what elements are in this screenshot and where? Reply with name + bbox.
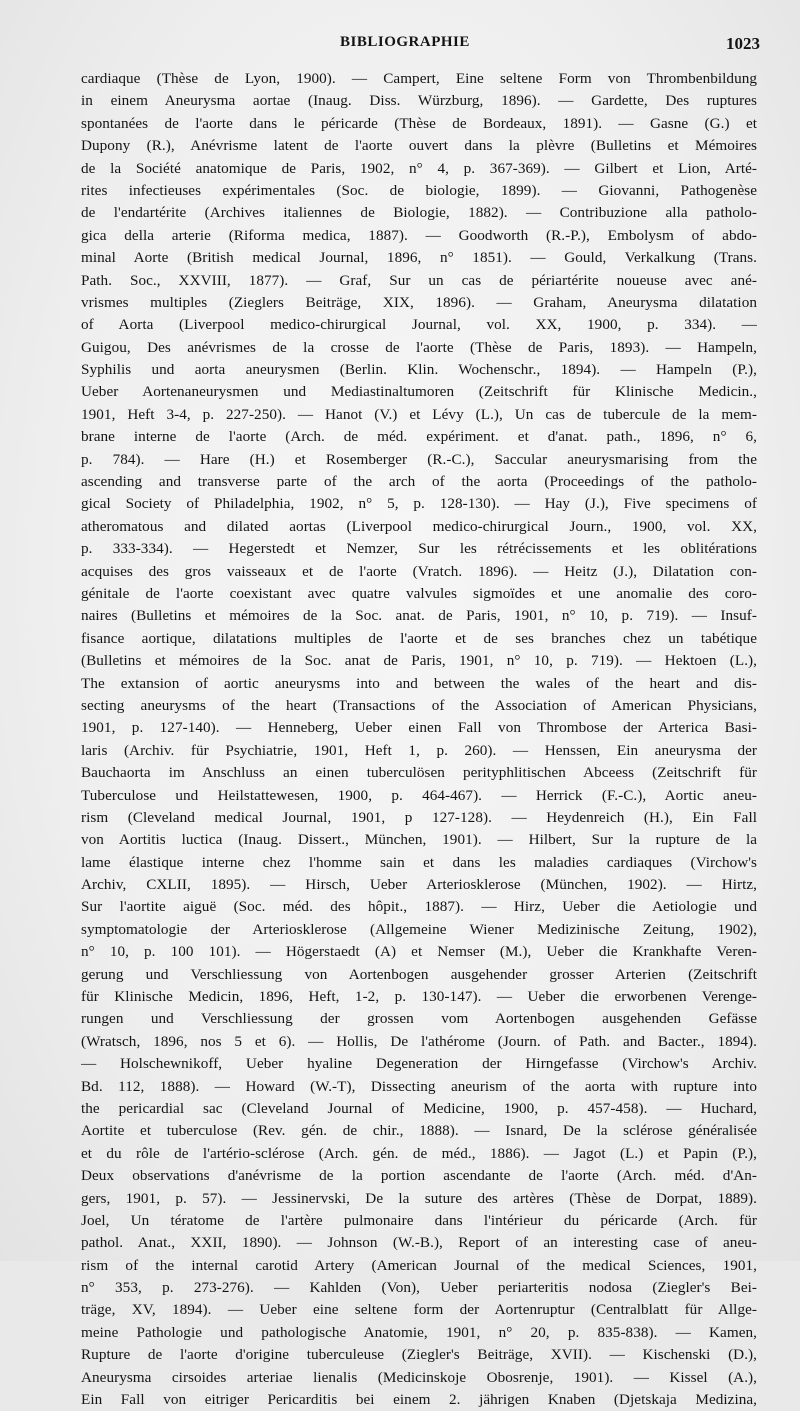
text-line: (Wratsch, 1896, nos 5 et 6). — Hollis, De l'athérome (Journ. of Path. and Bacter., 1894). <box>81 1032 757 1050</box>
text-line: Archiv, CXLII, 1895). — Hirsch, Ueber Arteriosklerose (München, 1902). — Hirtz, <box>81 876 757 894</box>
text-line: Aortite et tuberculose (Rev. gén. de chir., 1888). — Isnard, De la sclérose généralisée <box>81 1122 757 1140</box>
text-line: gerung und Verschliessung von Aortenbogen ausgehender grosser Arterien (Zeitschrift <box>81 965 757 983</box>
text-line: 1901, p. 127-140). — Henneberg, Ueber einen Fall von Thrombose der Arterica Basi- <box>81 719 757 737</box>
text-line: vrismes multiples (Zieglers Beiträge, XIX, 1896). — Graham, Aneurysma dilatation <box>81 293 757 311</box>
text-line: de l'endartérite (Archives italiennes de Biologie, 1882). — Contribuzione alla patholo- <box>81 204 757 222</box>
running-header <box>0 34 800 56</box>
text-line: secting aneurysms of the heart (Transactions of the Association of American Physicians, <box>81 696 757 714</box>
text-line: 1901, Heft 3-4, p. 227-250). — Hanot (V.) et Lévy (L.), Un cas de tubercule de la mem- <box>81 405 757 423</box>
text-line: et du rôle de l'artério-sclérose (Arch. gén. de méd., 1886). — Jagot (L.) et Papin (P.), <box>81 1144 757 1162</box>
text-line: — Holschewnikoff, Ueber hyaline Degeneration der Hirngefasse (Virchow's Archiv. <box>81 1055 757 1073</box>
text-line: gica della arterie (Riforma medica, 1887). — Goodworth (R.-P.), Embolysm of abdo- <box>81 226 757 244</box>
text-line: Guigou, Des anévrismes de la crosse de l'aorte (Thèse de Paris, 1893). — Hampeln, <box>81 338 757 356</box>
text-line: Sur l'aortite aiguë (Soc. méd. des hôpit., 1887). — Hirz, Ueber die Aetiologie und <box>81 898 757 916</box>
text-line: naires (Bulletins et mémoires de la Soc. anat. de Paris, 1901, n° 10, p. 719). — Insuf- <box>81 607 757 625</box>
text-line: the pericardial sac (Cleveland Journal of Medicine, 1900, p. 457-458). — Huchard, <box>81 1099 757 1117</box>
text-line: fisance aortique, dilatations multiples de l'aorte et de ses branches chez un tabétique <box>81 629 757 647</box>
text-line: Bd. 112, 1888). — Howard (W.-T), Dissecting aneurism of the aorta with rupture into <box>81 1077 757 1095</box>
text-line: n° 10, p. 100 101). — Högerstaedt (A) et Nemser (M.), Ueber die Krankhafte Veren- <box>81 943 757 961</box>
text-line: brane interne de l'aorte (Arch. de méd. expériment. et d'anat. path., 1896, n° 6, <box>81 428 757 446</box>
text-line: Joel, Un tératome de l'artère pulmonaire dans l'intérieur du péricarde (Arch. für <box>81 1211 757 1229</box>
text-line: The extansion of aortic aneurysms into and between the wales of the heart and dis- <box>81 674 757 692</box>
text-line: träge, XV, 1894). — Ueber eine seltene form der Aortenruptur (Centralblatt für Allge- <box>81 1301 757 1319</box>
text-line: für Klinische Medicin, 1896, Heft, 1-2, p. 130-147). — Ueber die erworbenen Verenge- <box>81 988 757 1006</box>
text-line: rites infectieuses expérimentales (Soc. de biologie, 1899). — Giovanni, Pathogenèse <box>81 181 757 199</box>
text-line: spontanées de l'aorte dans le péricarde (Thèse de Bordeaux, 1891). — Gasne (G.) et <box>81 114 757 132</box>
text-line: Path. Soc., XXVIII, 1877). — Graf, Sur un cas de périartérite noueuse avec ané- <box>81 271 757 289</box>
text-line: Tuberculose und Heilstattewesen, 1900, p. 464-467). — Herrick (F.-C.), Aortic aneu- <box>81 786 757 804</box>
text-line: gers, 1901, p. 57). — Jessinervski, De la suture des artères (Thèse de Dorpat, 1889). <box>81 1189 757 1207</box>
text-line: rism of the internal carotid Artery (American Journal of the medical Sciences, 1901, <box>81 1256 757 1274</box>
text-line: ascending and transverse parte of the arch of the aorta (Proceedings of the patholo- <box>81 473 757 491</box>
text-line: (Bulletins et mémoires de la Soc. anat de Paris, 1901, n° 10, p. 719). — Hektoen (L.), <box>81 652 757 670</box>
bibliography-text <box>81 68 757 1411</box>
text-line: Deux observations d'anévrisme de la portion ascendante de l'aorte (Arch. méd. d'An- <box>81 1167 757 1185</box>
running-title: BIBLIOGRAPHIE <box>340 34 470 50</box>
text-line: acquises des gros vaisseaux et de l'aorte (Vratch. 1896). — Heitz (J.), Dilatation con- <box>81 562 757 580</box>
text-line: lame élastique interne chez l'homme sain et dans les maladies cardiaques (Virchow's <box>81 853 757 871</box>
text-line: in einem Aneurysma aortae (Inaug. Diss. Würzburg, 1896). — Gardette, Des ruptures <box>81 92 757 110</box>
text-line: gical Society of Philadelphia, 1902, n° 5, p. 128-130). — Hay (J.), Five specimens of <box>81 495 757 513</box>
text-line: de la Société anatomique de Paris, 1902, n° 4, p. 367-369). — Gilbert et Lion, Arté- <box>81 159 757 177</box>
text-line: p. 784). — Hare (H.) et Rosemberger (R.-C.), Saccular aneurysmarising from the <box>81 450 757 468</box>
text-line: meine Pathologie und pathologische Anatomie, 1901, n° 20, p. 835-838). — Kamen, <box>81 1323 757 1341</box>
text-line: von Aortitis luctica (Inaug. Dissert., München, 1901). — Hilbert, Sur la rupture de la <box>81 831 757 849</box>
text-line: Dupony (R.), Anévrisme latent de l'aorte ouvert dans la plèvre (Bulletins et Mémoires <box>81 137 757 155</box>
text-line: rungen und Verschliessung der grossen vom Aortenbogen ausgehenden Gefässe <box>81 1010 757 1028</box>
text-line: p. 333-334). — Hegerstedt et Nemzer, Sur les rétrécissements et les oblitérations <box>81 540 757 558</box>
text-line: Ein Fall von eitriger Pericarditis bei einem 2. jährigen Knaben (Djetskaja Medizina, <box>81 1391 757 1409</box>
text-line: Rupture de l'aorte d'origine tuberculeuse (Ziegler's Beiträge, XVII). — Kischenski (D.), <box>81 1346 757 1364</box>
text-line: Aneurysma cirsoides arteriae lienalis (Medicinskoje Obosrenje, 1901). — Kissel (A.), <box>81 1368 757 1386</box>
text-line: minal Aorte (British medical Journal, 1896, n° 1851). — Gould, Verkalkung (Trans. <box>81 249 757 267</box>
text-line: n° 353, p. 273-276). — Kahlden (Von), Ueber periarteritis nodosa (Ziegler's Bei- <box>81 1279 757 1297</box>
page-number: 1023 <box>726 34 760 53</box>
text-line: rism (Cleveland medical Journal, 1901, p 127-128). — Heydenreich (H.), Ein Fall <box>81 808 757 826</box>
text-line: Ueber Aortenaneurysmen und Mediastinaltumoren (Zeitschrift für Klinische Medicin., <box>81 383 757 401</box>
text-line: laris (Archiv. für Psychiatrie, 1901, Heft 1, p. 260). — Henssen, Ein aneurysma der <box>81 741 757 759</box>
text-line: Bauchaorta im Anschluss an einen tuberculösen perityphlitischen Abceess (Zeitschrift für <box>81 764 757 782</box>
text-line: of Aorta (Liverpool medico-chirurgical Journal, vol. XX, 1900, p. 334). — <box>81 316 757 334</box>
text-line: génitale de l'aorte coexistant avec quatre valvules sigmoïdes et une anomalie des coro- <box>81 584 757 602</box>
text-line: atheromatous and dilated aortas (Liverpool medico-chirurgical Journ., 1900, vol. XX, <box>81 517 757 535</box>
text-line: cardiaque (Thèse de Lyon, 1900). — Campert, Eine seltene Form von Thrombenbildung <box>81 70 757 87</box>
text-line: symptomatologie der Arteriosklerose (Allgemeine Wiener Medizinische Zeitung, 1902), <box>81 920 757 938</box>
text-line: Syphilis und aorta aneurysmen (Berlin. Klin. Wochenschr., 1894). — Hampeln (P.), <box>81 361 757 379</box>
text-line: pathol. Anat., XXII, 1890). — Johnson (W.-B.), Report of an interesting case of aneu- <box>81 1234 757 1252</box>
